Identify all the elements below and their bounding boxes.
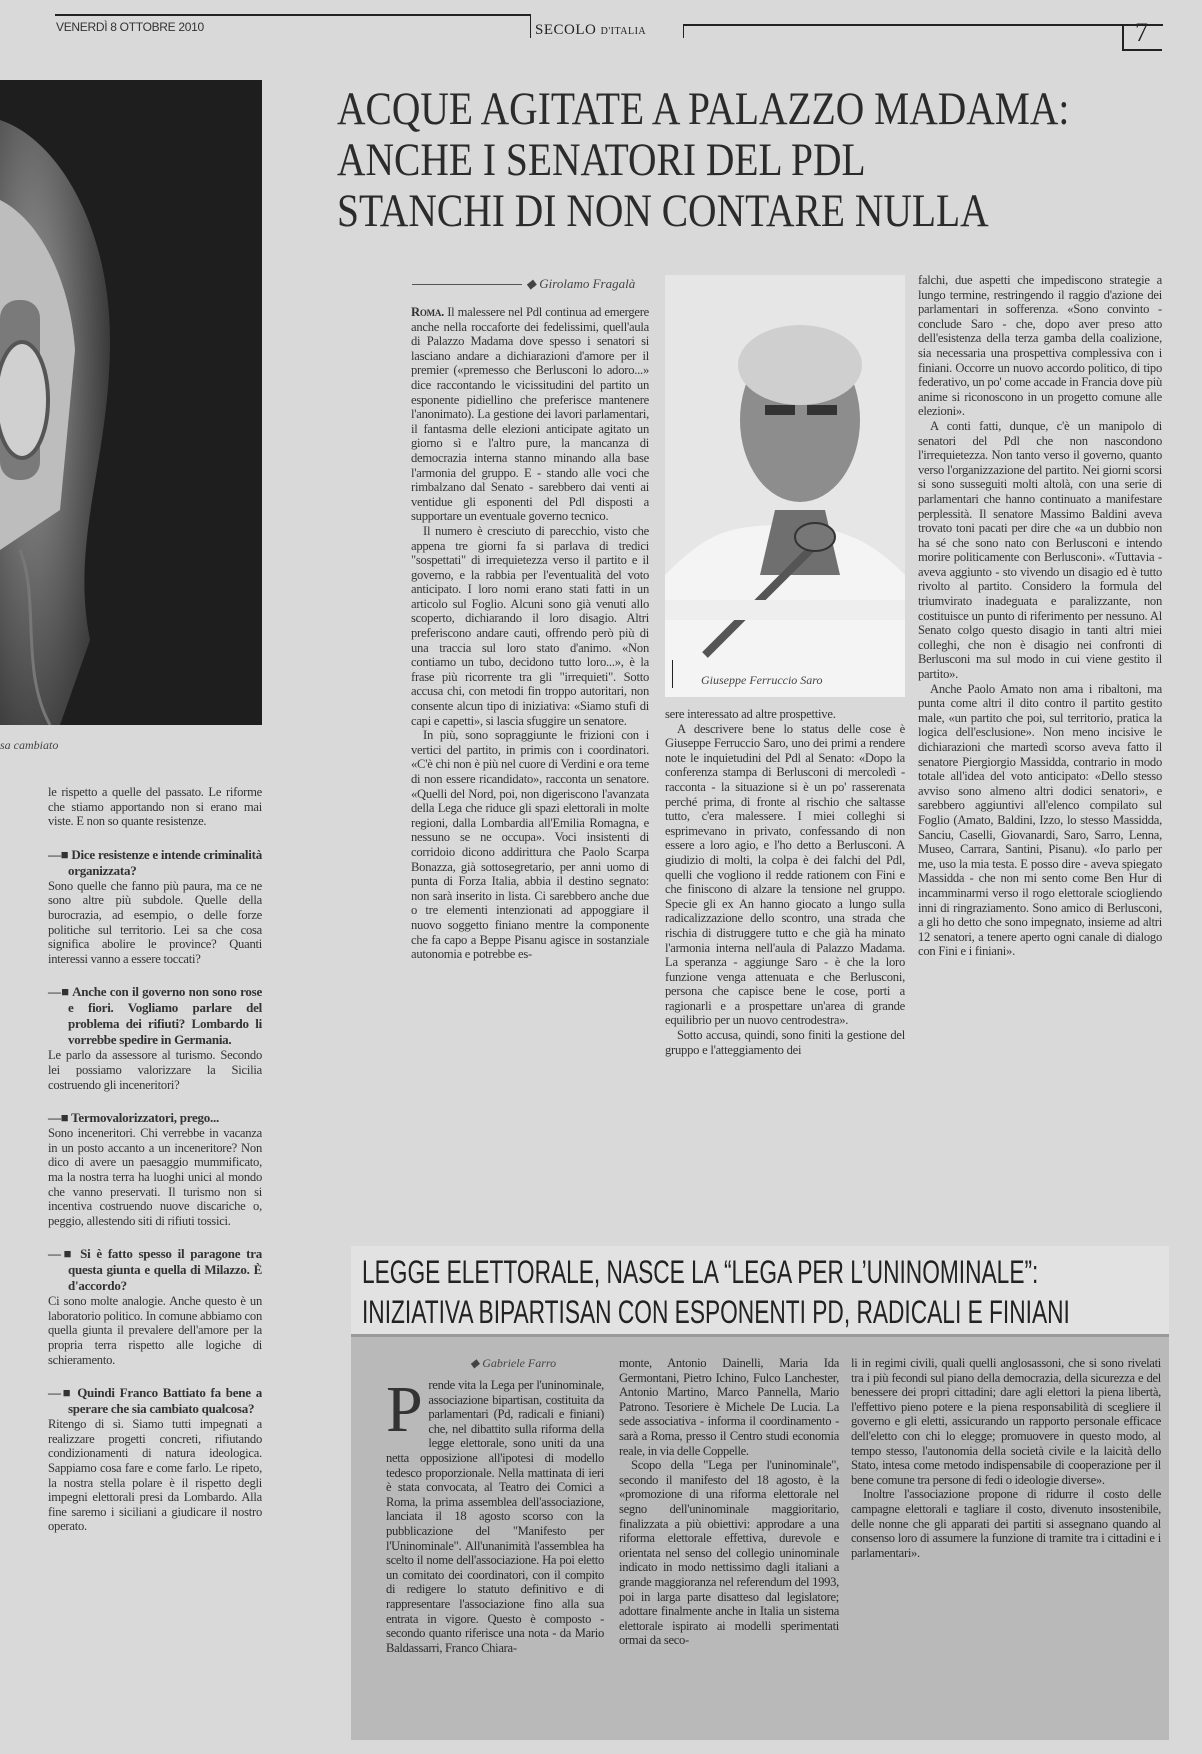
paragraph: sere interessato ad altre prospettive. xyxy=(665,707,836,721)
byline-rule xyxy=(412,284,522,285)
main-article-column-1 xyxy=(411,305,649,962)
paragraph: Inoltre l'associazione propone di ridurre il costo delle campagne elettorali e tagliare il costo, divenuto insostenibile, delle nonne che gli apparati dei partiti si assegnano quando al consenso loro di assumere la funzione di tramite tra i cittadini e i parlamentari». xyxy=(851,1487,1161,1560)
paragraph: li in regimi civili, quali quelli anglosassoni, che si sono rivelati tra i più fecondi sul piano della democrazia, della sicurezza e del benessere dei propri cittadini; dare agli elettori la piena libertà, l'effettivo pieno potere e la piena responsabilità di scegliere il governo e gli eletti, assicurando un rapporto personale efficace dell'eletto con chi lo elegge; promuovere in questo modo, al tempo stesso, l'autonomia della società civile e la laicità dello Stato, intesa come metodo indispensabile di cooperazione per il bene comune tra persone di fedi o ideologie diverse». xyxy=(851,1356,1161,1487)
newspaper-name xyxy=(535,22,646,39)
interview-answer: Sono quelle che fanno più paura, ma ce ne sono altre più subdole. Quelle della burocrazia, ad esempio, o delle forze politiche sul territorio. Lei sa che cosa significa abolire le province? Quanti interessi vanno a essere toccati? xyxy=(48,878,262,966)
header-rule-left xyxy=(55,14,530,16)
page-number-rule xyxy=(1122,24,1124,50)
paragraph xyxy=(386,1373,604,1655)
page-number: 7 xyxy=(1135,18,1148,47)
interview-question: —■ Quindi Franco Battiato fa bene a sperare che sia cambiato qualcosa? xyxy=(48,1385,262,1417)
question-text: Quindi Franco Battiato fa bene a sperare che sia cambiato qualcosa? xyxy=(68,1385,262,1417)
newspaper-name-main: SECOLO xyxy=(535,22,597,38)
question-text: Dice resistenze e intende criminalità organizzata? xyxy=(68,846,262,878)
paragraph: Scopo della "Lega per l'uninominale", secondo il manifesto del 18 agosto, è la «promozione di una riforma elettorale nel segno dell'uninominale maggioritario, finalizzata a più obiettivi: approdare a una riforma elettorale effettiva, durevole e orientata nel senso del collegio uninominale indicato in modo nettissimo dagli italiani a grande maggioranza nel referendum del 1993, poi in larga parte disatteso dal legislatore; adottare finalmente anche in Italia un sistema elettorale ispirato ai modelli sperimentati ormai da seco- xyxy=(619,1458,839,1648)
main-headline xyxy=(337,84,1177,237)
page-number-underline xyxy=(1122,49,1162,51)
paragraph: monte, Antonio Dainelli, Maria Ida Germontani, Pietro Ichino, Fulco Lanchester, Antonio Martino, Marco Pannella, Mario Patrono. Tesoriere è Michele De Lucia. La sede associativa - informa il coordinamento - sarà a Roma, presso il Centro studi economia reale, in via delle Coppelle. xyxy=(619,1356,839,1458)
author-name: Gabriele Farro xyxy=(482,1356,557,1370)
paragraph xyxy=(411,305,649,524)
dateline: Roma. xyxy=(411,305,444,319)
paragraph: A conti fatti, dunque, c'è un manipolo di senatori del Pdl che non nascondono l'irrequietezza. Non tanto verso il governo, quanto verso l'organizzazione del partito. Nei giorni scorsi si sono susseguiti molti altolà, con una serie di parlamentari che hanno continuato a manifestare perplessità. Il senatore Massimo Baldini aveva trovato toni pacati per dire che «a un dubbio non ha sé che sono nato con Berlusconi e intendo morire politicamente con Berlusconi». «Tuttavia - aveva aggiunto - sto vivendo un disagio ed è tutto rivolto al partito. Considero la formula del triumvirato inadeguata e paralizzante, non costituisce un punto di riferimento per nessuno. Al Senato colgo questo disagio in tanti altri miei colleghi, che non è disagio nei confronti di Berlusconi ma sul modo in cui viene gestito il partito». xyxy=(918,418,1162,682)
header-divider xyxy=(683,24,684,38)
diamond-icon: ◆ xyxy=(526,276,536,291)
diamond-icon: ◆ xyxy=(470,1356,480,1370)
paragraph: Il numero è cresciuto di parecchio, visto che appena tre giorni fa si parlava di tredici "sospettati" di irrequietezza verso il partito e il governo, e la rabbia per l'eventualità del voto anticipato. I loro nomi erano stati fatti in un articolo sul Foglio. Alcuni sono già venuti allo scoperto, dichiarando il loro disagio. Altri preferiscono andare cauti, offrendo però più di una traccia sul loro stato d'animo. «Non contiamo un tubo, decidono tutto loro...», è la frase più ricorrente tra gli "irrequieti". Sotto accusa chi, con metodi fin troppo autoritari, non consente alcun tipo di iniziativa: «Siamo stufi di capi e capetti», si lascia sfuggire un senatore. xyxy=(411,523,649,728)
issue-date: VENERDÌ 8 OTTOBRE 2010 xyxy=(56,20,204,34)
drop-cap: P xyxy=(386,1373,423,1446)
headline-line: LEGGE ELETTORALE, NASCE LA “LEGA PER L’UNINOMINALE”: xyxy=(362,1254,1039,1290)
question-text: Termovalorizzatori, prego... xyxy=(71,1110,220,1126)
interview-answer: Sono inceneritori. Chi verrebbe in vacanza in un posto accanto a un inceneritore? Non dico di avere un paesaggio mummificato, ma la nostra terra ha luoghi unici al mondo che vanno preservati. Il turismo non si incentiva costruendo nuove discariche o, peggio, allestendo siti di rifiuti tossici. xyxy=(48,1126,262,1228)
box-byline xyxy=(470,1356,556,1371)
question-text: Anche con il governo non sono rose e fiori. Vogliamo parlare del problema dei rifiuti? Lombardo li vorrebbe spedire in Germania. xyxy=(68,984,262,1048)
main-article-column-2 xyxy=(665,707,905,1057)
main-byline xyxy=(526,276,635,292)
interview-intro: le rispetto a quelle del passato. Le riforme che stiamo apportando non si erano mai viste. E non so quante resistenze. xyxy=(48,785,262,829)
interview-question: —■ Anche con il governo non sono rose e fiori. Vogliamo parlare del problema dei rifiuti? Lombardo li vorrebbe spedire in Germania. xyxy=(48,984,262,1048)
header-divider xyxy=(530,14,531,38)
paragraph: A descrivere bene lo status delle cose è Giuseppe Ferruccio Saro, uno dei primi a rendere note le inquietudini del Pdl al Senato: «Dopo la conferenza stampa di Berlusconi di mercoledì - racconta - la situazione si è un po' rasserenata perché prima, di fronte al rischio che saltasse tutto, c'era malessere. I miei colleghi si esprimevano in privato, confessando di non essere a loro agio, e l'ho detto a Berlusconi. A giudizio di molti, la colpa è dei falchi del Pdl, quelli che vogliono il redde rationem con Fini e che finiscono di alzare la tensione nel gruppo. Specie gli ex An hanno giocato a lungo sulla radicalizzazione dello scontro, una strada che rischia di distruggere tutto e che già ha minato l'armonia interna nell'aula di Palazzo Madama. La speranza - aggiunge Saro - è che la loro funzione venga attenuata e che Berlusconi, persona che capisce bene le cose, porti a ragionarli e a prospettare un'area di grande equilibrio per un nuovo centrodestra». xyxy=(665,721,905,1028)
interview-answer: Ritengo di sì. Siamo tutti impegnati a realizzare progetti concreti, rifiutando condizionamenti di natura ideologica. Sappiamo cosa fare e come farlo. Le ripeto, la nostra stella polare è il rispetto degli impegni elettorali presi da Lombardo. Alla fine saremo i siciliani a giudicare il nostro operato. xyxy=(48,1417,262,1534)
caption-rule xyxy=(672,660,673,688)
paragraph: Sotto accusa, quindi, sono finiti la gestione del gruppo e l'atteggiamento dei xyxy=(665,1028,905,1057)
headline-line: ANCHE I SENATORI DEL PDL xyxy=(337,134,866,186)
interview-question: —■ Termovalorizzatori, prego... xyxy=(48,1110,220,1126)
paragraph-text: Il malessere nel Pdl continua ad emergere anche nella roccaforte dei fedelissimi, quell'aula di Palazzo Madama dove spesso i senatori si lasciano andare a dichiarazioni d'amore per il premier («premesso che Berlusconi lo adoro...» dice raccontando le vicissitudini del partito un esponente pidiellino che preferisce mantenere l'anonimato). La gestione dei lavori parlamentari, il fantasma delle elezioni anticipate agitato un giorno sì e l'altro pure, la mancanza di democrazia interna stanno minando alla base l'armonia del gruppo. E - stando alle voci che rimbalzano dal Senato - sarebbero dai venti ai ventidue gli esponenti del Pdl disposti a supportare un eventuale governo tecnico. xyxy=(411,305,650,524)
interview-question: —■ Si è fatto spesso il paragone tra questa giunta e quella di Milazzo. È d'accordo? xyxy=(48,1246,262,1294)
box-article-headline xyxy=(362,1252,1202,1332)
paragraph: falchi, due aspetti che impediscono strategie a lungo termine, restringendo il raggio d'azione dei parlamentari in sofferenza. «Sono convinto - conclude Saro - che, dopo aver preso atto dell'esistenza della terza gamba della coalizione, sia necessaria una prospettiva complessiva con i finiani. Occorre un nuovo accordo politico, di tipo federativo, un po' come accade in Francia dove più anime si riconoscono in un progetto comune alle elezioni». xyxy=(918,273,1162,419)
interview-answer: Ci sono molte analogie. Anche questo è un laboratorio politico. In comune abbiamo con quella giunta il prevalere dell'amore per la propria terra rispetto alle logiche di schieramento. xyxy=(48,1294,262,1367)
box-article-column-2 xyxy=(619,1356,839,1648)
portrait-with-headphones-image xyxy=(0,80,262,725)
question-text: Si è fatto spesso il paragone tra questa giunta e quella di Milazzo. È d'accordo? xyxy=(68,1246,262,1294)
portrait-man-microphone-image xyxy=(665,275,905,697)
paragraph-text: rende vita la Lega per l'uninominale, associazione bipartisan, costituita da parlamentari (Pd, radicali e finiani) che, nel dibattito sulla riforma della legge elettorale, sono uniti da una netta opposizione all'ipotesi di modello tedesco proporzionale. Nella mattinata di ieri è stata convocata, al Teatro dei Comici a Roma, la prima assemblea dell'associazione, lanciata il 18 agosto scorso con la pubblicazione del "Manifesto per l'Uninominale". All'unanimità l'assemblea ha scelto il nome dell'associazione. Ha poi eletto un comitato dei coordinatori, con il compito di redigere lo statuto definitivo e di rappresentare l'associazione fino alla sua entrata in vigore. Questo è composto - secondo quanto riferisce una nota - da Mario Baldassarri, Franco Chiara- xyxy=(386,1378,604,1655)
saro-photo-caption: Giuseppe Ferruccio Saro xyxy=(701,673,823,687)
box-article-column-1 xyxy=(386,1373,604,1655)
headline-line: STANCHI DI NON CONTARE NULLA xyxy=(337,185,989,237)
saro-photo xyxy=(665,275,905,697)
headline-line: ACQUE AGITATE A PALAZZO MADAMA: xyxy=(337,83,1070,135)
paragraph: Anche Paolo Amato non ama i ribaltoni, ma punta come altri il dito contro il partito gestito male, «un partito che poi, sul territorio, pratica la logica dell'esclusione». Non meno incisive le dichiarazioni che martedì scorso aveva fatto il senatore Piergiorgio Massidda, contrario in modo totale all'idea del voto anticipato: «Dello stesso avviso sono almeno altri dodici senatori», e sarebbero aggiuntivi all'elenco compilato sul Foglio (Amato, Baldini, Izzo, lo stesso Massidda, Sanciu, Caselli, Giovanardi, Saro, Sarro, Lenna, Museo, Carrara, Santini, Pisanu). «Io parlo per me, uso la mia testa. E posso dire - aveva spiegato Massidda - che non mi sento come Ben Hur di incamminarmi verso il rogo elettorale sciogliendo inni di ringraziamento. Sono amico di Berlusconi, a gli ho detto che sono impegnato, insieme ad altri 12 senatori, a tenere aperto ogni canale di dialogo con Fini e i finiani». xyxy=(918,681,1162,959)
newspaper-name-suffix: D'ITALIA xyxy=(600,26,647,37)
main-article-column-3 xyxy=(918,273,1162,959)
headline-line: INIZIATIVA BIPARTISAN CON ESPONENTI PD, RADICALI E FINIANI xyxy=(362,1294,1070,1330)
interview-answer: Le parlo da assessore al turismo. Secondo lei possiamo valorizzare la Sicilia costruendo gli inceneritori? xyxy=(48,1048,262,1092)
interview-column xyxy=(48,785,262,1534)
author-name: Girolamo Fragalà xyxy=(539,276,636,291)
interview-question: —■ Dice resistenze e intende criminalità organizzata? xyxy=(48,846,262,878)
interview-photo-caption: sa cambiato xyxy=(0,738,59,752)
paragraph: In più, sono sopraggiunte le frizioni con i vertici del partito, in primis con i coordinatori. «C'è chi non è più nel cuore di Verdini e ora teme di non essere ricandidato», racconta un senatore. «Quelli del Nord, poi, non digeriscono l'avanzata della Lega che riduce gli spazi elettorali in molte regioni, dalla Lombardia all'Emilia Romagna, e nessuno se ne occupa». Voci insistenti di corridoio dicono addirittura che Paolo Scarpa Bonazza, già sottosegretario, per anni uomo di punta di Forza Italia, abbia il destino segnato: non sarà inserito in lista. Ci sarebbero anche due o tre elementi intenzionati ad appoggiare il nuovo soggetto finiano mentre la componente che fa capo a Beppe Pisanu agisce in sostanziale autonomia e potrebbe es- xyxy=(411,728,649,962)
header-rule-right xyxy=(683,24,1163,26)
interview-photo xyxy=(0,80,262,725)
box-article-column-3 xyxy=(851,1356,1161,1560)
